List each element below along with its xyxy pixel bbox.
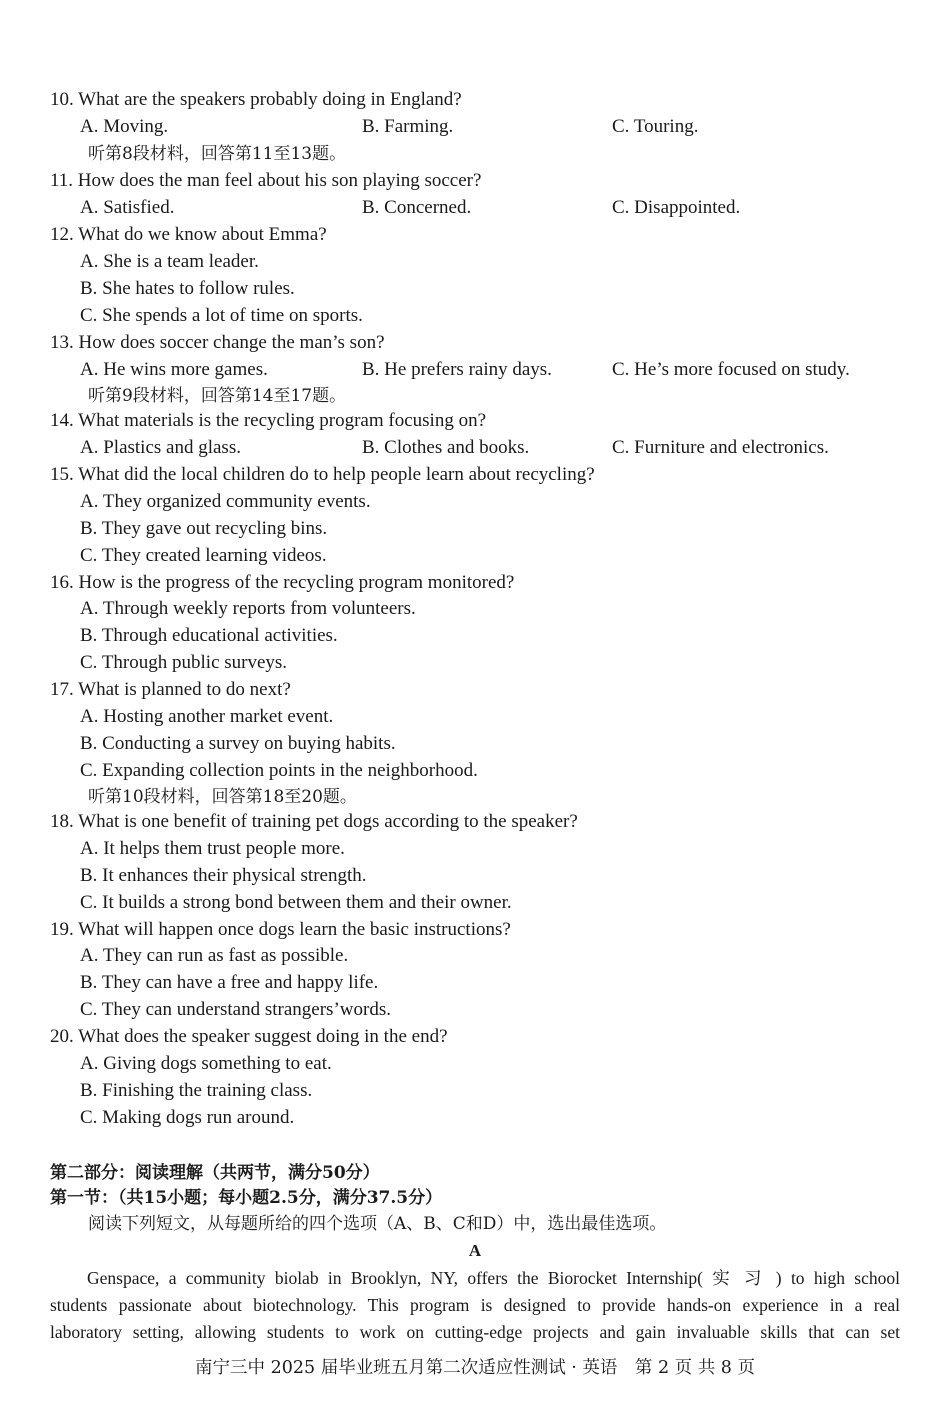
option-18b: B. It enhances their physical strength. [80,865,367,886]
option-20c: C. Making dogs run around. [80,1107,295,1128]
option-15a: A. They organized community events. [80,491,371,512]
option-18a: A. It helps them trust people more. [80,838,345,859]
page-footer: 南宁三中 2025 届毕业班五月第二次适应性测试 · 英语 第 2 页 共 8 页 [195,1358,755,1378]
option-13b: B. He prefers rainy days. [362,359,552,380]
option-11b: B. Concerned. [362,197,472,218]
question-14: 14. What materials is the recycling program focusing on? [50,410,487,431]
option-11c: C. Disappointed. [612,197,741,218]
option-12c: C. She spends a lot of time on sports. [80,305,363,326]
listening-instruction-seg10: 听第10段材料，回答第18至20题。 [88,787,357,807]
option-10c: C. Touring. [612,116,699,137]
option-14c: C. Furniture and electronics. [612,437,829,458]
option-10a: A. Moving. [80,116,169,137]
option-12b: B. She hates to follow rules. [80,278,295,299]
option-12a: A. She is a team leader. [80,251,259,272]
passage-line-2: students passionate about biotechnology. This program is designed to provide hands-on experience in a real [50,1295,900,1315]
question-12: 12. What do we know about Emma? [50,224,327,245]
question-16: 16. How is the progress of the recycling program monitored? [50,572,515,593]
option-15c: C. They created learning videos. [80,545,327,566]
question-13: 13. How does soccer change the man’s son? [50,332,385,353]
option-19c: C. They can understand strangers’words. [80,999,391,1020]
option-19b: B. They can have a free and happy life. [80,972,379,993]
section1-heading: 第一节：（共15小题；每小题2.5分，满分37.5分） [50,1188,443,1208]
option-13a: A. He wins more games. [80,359,268,380]
option-20a: A. Giving dogs something to eat. [80,1053,332,1074]
option-17b: B. Conducting a survey on buying habits. [80,733,396,754]
option-13c: C. He’s more focused on study. [612,359,850,380]
question-18: 18. What is one benefit of training pet dogs according to the speaker? [50,811,578,832]
reading-instruction: 阅读下列短文，从每题所给的四个选项（A、B、C和D）中，选出最佳选项。 [88,1214,667,1234]
option-16a: A. Through weekly reports from volunteers. [80,598,416,619]
passage-line-3: laboratory setting, allowing students to work on cutting-edge projects and gain invaluable skills that can set [50,1322,900,1342]
listening-instruction-seg9: 听第9段材料，回答第14至17题。 [88,386,347,406]
question-17: 17. What is planned to do next? [50,679,291,700]
option-16b: B. Through educational activities. [80,625,338,646]
option-15b: B. They gave out recycling bins. [80,518,328,539]
question-15: 15. What did the local children do to help people learn about recycling? [50,464,595,485]
passage-label: A [468,1241,482,1260]
option-14b: B. Clothes and books. [362,437,530,458]
passage-line-1: Genspace, a community biolab in Brooklyn, NY, offers the Biorocket Internship( 实 习 ) to high school [87,1268,900,1288]
part2-heading: 第二部分：阅读理解（共两节，满分50分） [50,1163,380,1183]
option-17c: C. Expanding collection points in the neighborhood. [80,760,478,781]
option-14a: A. Plastics and glass. [80,437,241,458]
option-16c: C. Through public surveys. [80,652,288,673]
listening-instruction-seg8: 听第8段材料，回答第11至13题。 [88,144,347,164]
question-20: 20. What does the speaker suggest doing in the end? [50,1026,448,1047]
option-10b: B. Farming. [362,116,454,137]
option-17a: A. Hosting another market event. [80,706,334,727]
question-10: 10. What are the speakers probably doing in England? [50,89,462,110]
question-19: 19. What will happen once dogs learn the basic instructions? [50,919,511,940]
option-18c: C. It builds a strong bond between them and their owner. [80,892,512,913]
option-19a: A. They can run as fast as possible. [80,945,349,966]
option-11a: A. Satisfied. [80,197,175,218]
question-11: 11. How does the man feel about his son playing soccer? [50,170,482,191]
option-20b: B. Finishing the training class. [80,1080,313,1101]
